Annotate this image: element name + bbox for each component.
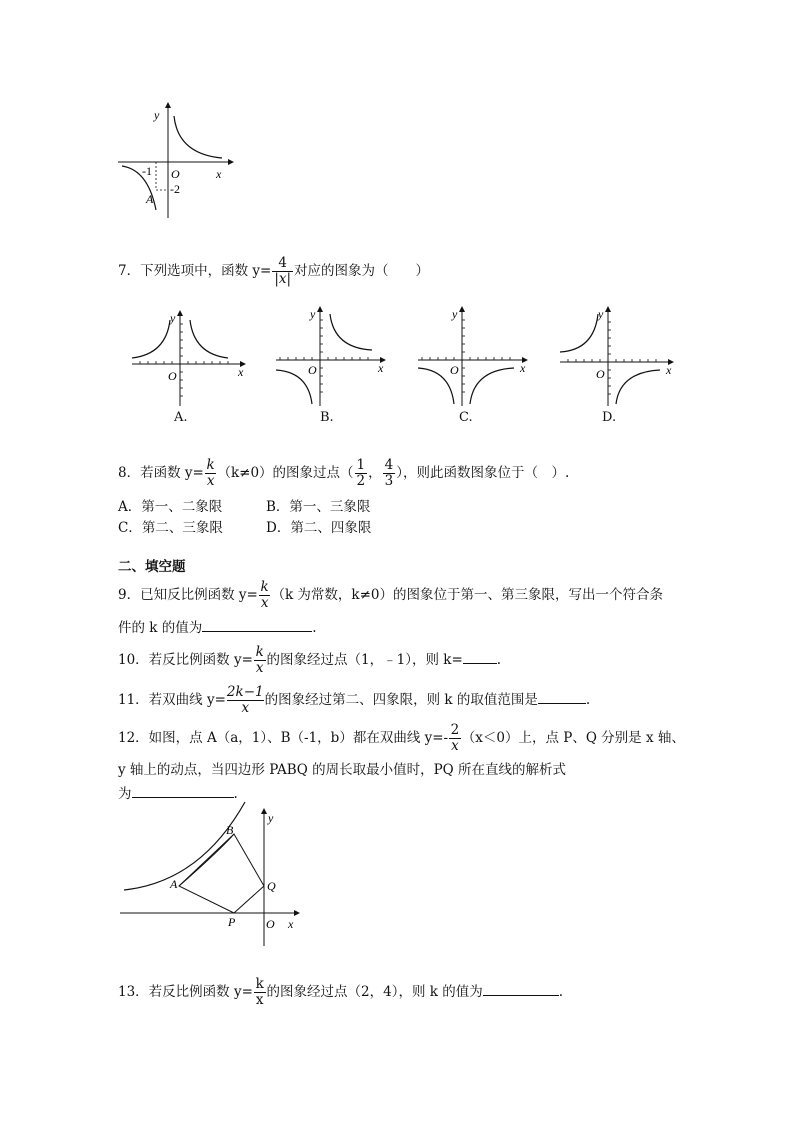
option-graph-c (414, 304, 534, 408)
axis-y-label: y (310, 307, 316, 321)
axis-x-label: x (666, 363, 672, 377)
axis-y-label: y (268, 811, 274, 825)
top-hyperbola-graph (118, 100, 238, 220)
point-p-label: P (228, 915, 236, 929)
axis-x-label: x (238, 365, 244, 379)
axis-x-label: x (378, 361, 384, 375)
question-9-line-2: 件的 k 的值为 . (118, 617, 317, 638)
question-9: 9．已知反比例函数 y= $\frac{k}{x}$ （k 为常数，k≠0）的图象位于第一、第三象限，写出一个符合条 (118, 579, 664, 611)
point-q-label: Q (267, 879, 276, 893)
option-graph-d (556, 304, 680, 408)
axis-origin-label: O (308, 363, 317, 377)
axis-origin-label: O (168, 369, 177, 383)
option-graph-b (272, 304, 392, 408)
axis-x-label: x (288, 917, 294, 931)
answer-blank[interactable] (538, 689, 586, 704)
origin-label: O (171, 167, 180, 181)
option-d-label: D. (602, 410, 617, 425)
question-8: 8．若函数 y= $\frac{k}{x}$ （k≠0）的图象过点（ $\frac{1}{2}$ ， $\frac{4}{3}$ ），则此函数图象位于（ ）. (118, 457, 570, 489)
q8-option-c: C．第二、三象限 (118, 520, 223, 536)
axis-y-label: y (598, 307, 604, 321)
axis-origin-label: O (596, 367, 605, 381)
question-12: 12．如图，点 A（a，1）、B（-1，b）都在双曲线 y=- $\frac{2}{x}$ （x＜0）上，点 P、Q 分别是 x 轴、 (118, 722, 685, 754)
axis-y-label: y (170, 311, 176, 325)
answer-blank[interactable] (463, 649, 497, 664)
axis-x-label: x (520, 361, 526, 375)
q8-option-a: A．第一、二象限 (118, 499, 223, 515)
answer-blank[interactable] (202, 617, 312, 632)
option-b-label: B. (320, 410, 334, 425)
tick-label-minus-1: -1 (142, 164, 152, 178)
question-7: 7．下列选项中，函数 y= $\frac{4}{|x|}$ 对应的图象为（ ） (118, 255, 430, 287)
option-a-label: A. (174, 410, 188, 425)
fraction: $\frac{4}{|x|}$ (274, 255, 292, 287)
option-graph-a (128, 308, 248, 408)
question-11: 11．若双曲线 y= $\frac{2k-1}{x}$ 的图象经过第二、四象限，则 k 的取值范围是 . (118, 684, 591, 716)
question-12-line-2: y 轴上的动点，当四边形 PABQ 的周长取最小值时，PQ 所在直线的解析式 (118, 762, 567, 778)
answer-blank[interactable] (483, 981, 559, 996)
question-13: 13．若反比例函数 y= $\frac{k}{x}$ 的图象经过点（2，4），则 k 的值为 . (118, 976, 564, 1008)
tick-label-minus-2: -2 (170, 182, 180, 196)
axis-origin-label: O (450, 363, 459, 377)
answer-blank[interactable] (132, 783, 234, 798)
q8-option-d: D．第二、四象限 (266, 520, 372, 536)
point-a-label: A (170, 877, 178, 891)
origin-label: O (266, 917, 275, 931)
point-a-label: A (146, 192, 154, 206)
axis-y-label: y (452, 307, 458, 321)
section-title: 二、填空题 (118, 559, 186, 574)
option-c-label: C. (459, 410, 473, 425)
point-b-label: B (226, 823, 234, 837)
q8-option-b: B．第一、三象限 (266, 499, 371, 515)
y-axis-label: y (154, 108, 160, 122)
question-10: 10．若反比例函数 y= $\frac{k}{x}$ 的图象经过点（1，﹣1），则 k= . (118, 644, 502, 676)
x-axis-label: x (216, 167, 222, 181)
question-12-line-3: 为 . (118, 783, 238, 804)
q12-figure (118, 800, 308, 950)
